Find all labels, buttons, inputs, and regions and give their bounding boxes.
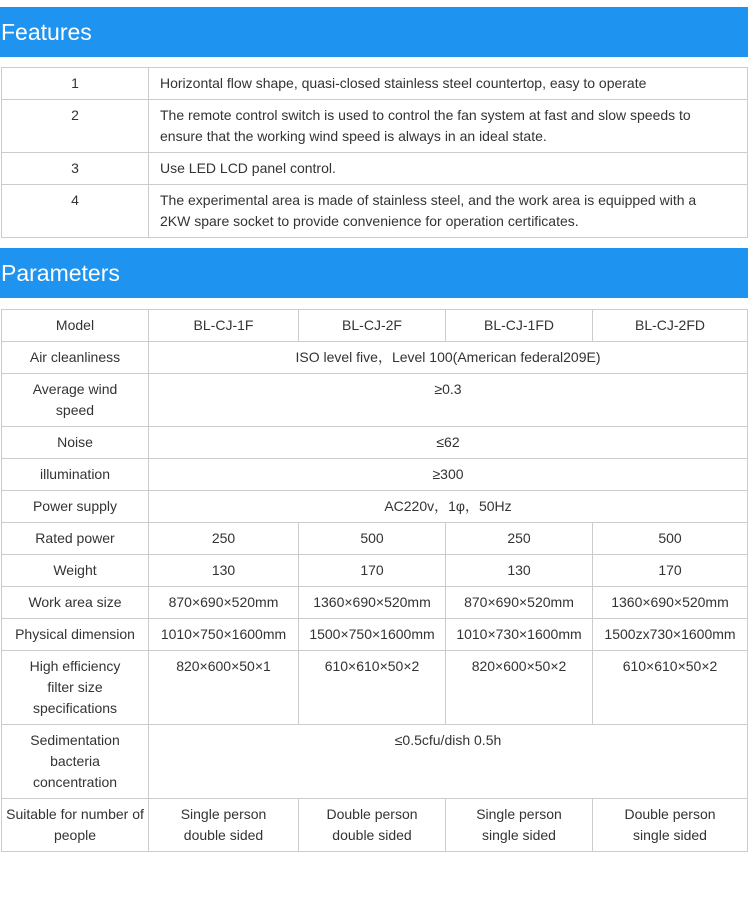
row-value: ≤62: [149, 427, 748, 459]
cell-value: 500: [593, 523, 748, 555]
model-name: BL-CJ-2FD: [593, 310, 748, 342]
features-heading: Features: [0, 7, 748, 57]
row-label: High efficiency filter size specifications: [2, 651, 149, 725]
air-cleanliness-row: [2, 342, 748, 374]
illumination-row: [2, 459, 748, 491]
cell-value: Double person single sided: [593, 799, 748, 852]
cell-value: Single person double sided: [149, 799, 299, 852]
feature-number: 3: [2, 153, 149, 185]
row-value: ≥300: [149, 459, 748, 491]
row-label: Work area size: [2, 587, 149, 619]
cell-value: 170: [299, 555, 446, 587]
feature-text: Use LED LCD panel control.: [149, 153, 748, 185]
parameters-table: [1, 309, 748, 852]
model-row: [2, 310, 748, 342]
model-name: BL-CJ-1F: [149, 310, 299, 342]
cell-value: 870×690×520mm: [446, 587, 593, 619]
suitable-for-row: [2, 799, 748, 852]
row-label: Model: [2, 310, 149, 342]
row-label: Average wind speed: [2, 374, 149, 427]
feature-number: 1: [2, 68, 149, 100]
row-label: illumination: [2, 459, 149, 491]
row-label: Air cleanliness: [2, 342, 149, 374]
cell-value: 870×690×520mm: [149, 587, 299, 619]
row-value: ≤0.5cfu/dish 0.5h: [149, 725, 748, 799]
filter-size-row: [2, 651, 748, 725]
row-label: Sedimentation bacteria concentration: [2, 725, 149, 799]
features-table: [1, 67, 748, 238]
feature-row-3: [2, 153, 748, 185]
power-supply-row: [2, 491, 748, 523]
model-name: BL-CJ-2F: [299, 310, 446, 342]
feature-row-2: [2, 100, 748, 153]
rated-power-row: [2, 523, 748, 555]
feature-text: The experimental area is made of stainless steel, and the work area is equipped with a 2KW spare socket to provide convenience for operation certificates.: [149, 185, 748, 238]
row-label: Suitable for number of people: [2, 799, 149, 852]
cell-value: Single person single sided: [446, 799, 593, 852]
physical-dimension-row: [2, 619, 748, 651]
row-value: ≥0.3: [149, 374, 748, 427]
row-value: ISO level five，Level 100(American federal209E): [149, 342, 748, 374]
sedimentation-row: [2, 725, 748, 799]
row-label: Weight: [2, 555, 149, 587]
average-wind-speed-row: [2, 374, 748, 427]
noise-row: [2, 427, 748, 459]
work-area-size-row: [2, 587, 748, 619]
weight-row: [2, 555, 748, 587]
cell-value: 1500×750×1600mm: [299, 619, 446, 651]
feature-number: 4: [2, 185, 149, 238]
cell-value: 610×610×50×2: [593, 651, 748, 725]
cell-value: 130: [149, 555, 299, 587]
row-label: Rated power: [2, 523, 149, 555]
cell-value: 1500zx730×1600mm: [593, 619, 748, 651]
cell-value: 820×600×50×2: [446, 651, 593, 725]
feature-row-4: [2, 185, 748, 238]
cell-value: 170: [593, 555, 748, 587]
cell-value: 130: [446, 555, 593, 587]
row-label: Noise: [2, 427, 149, 459]
cell-value: 820×600×50×1: [149, 651, 299, 725]
feature-number: 2: [2, 100, 149, 153]
feature-text: Horizontal flow shape, quasi-closed stainless steel countertop, easy to operate: [149, 68, 748, 100]
cell-value: 500: [299, 523, 446, 555]
row-value: AC220v，1φ，50Hz: [149, 491, 748, 523]
feature-text: The remote control switch is used to control the fan system at fast and slow speeds to ensure that the working wind speed is always in an ideal state.: [149, 100, 748, 153]
cell-value: 1010×750×1600mm: [149, 619, 299, 651]
cell-value: 1010×730×1600mm: [446, 619, 593, 651]
cell-value: 610×610×50×2: [299, 651, 446, 725]
cell-value: 1360×690×520mm: [299, 587, 446, 619]
cell-value: Double person double sided: [299, 799, 446, 852]
model-name: BL-CJ-1FD: [446, 310, 593, 342]
feature-row-1: [2, 68, 748, 100]
cell-value: 250: [149, 523, 299, 555]
row-label: Physical dimension: [2, 619, 149, 651]
row-label: Power supply: [2, 491, 149, 523]
cell-value: 250: [446, 523, 593, 555]
cell-value: 1360×690×520mm: [593, 587, 748, 619]
parameters-heading: Parameters: [0, 248, 748, 298]
